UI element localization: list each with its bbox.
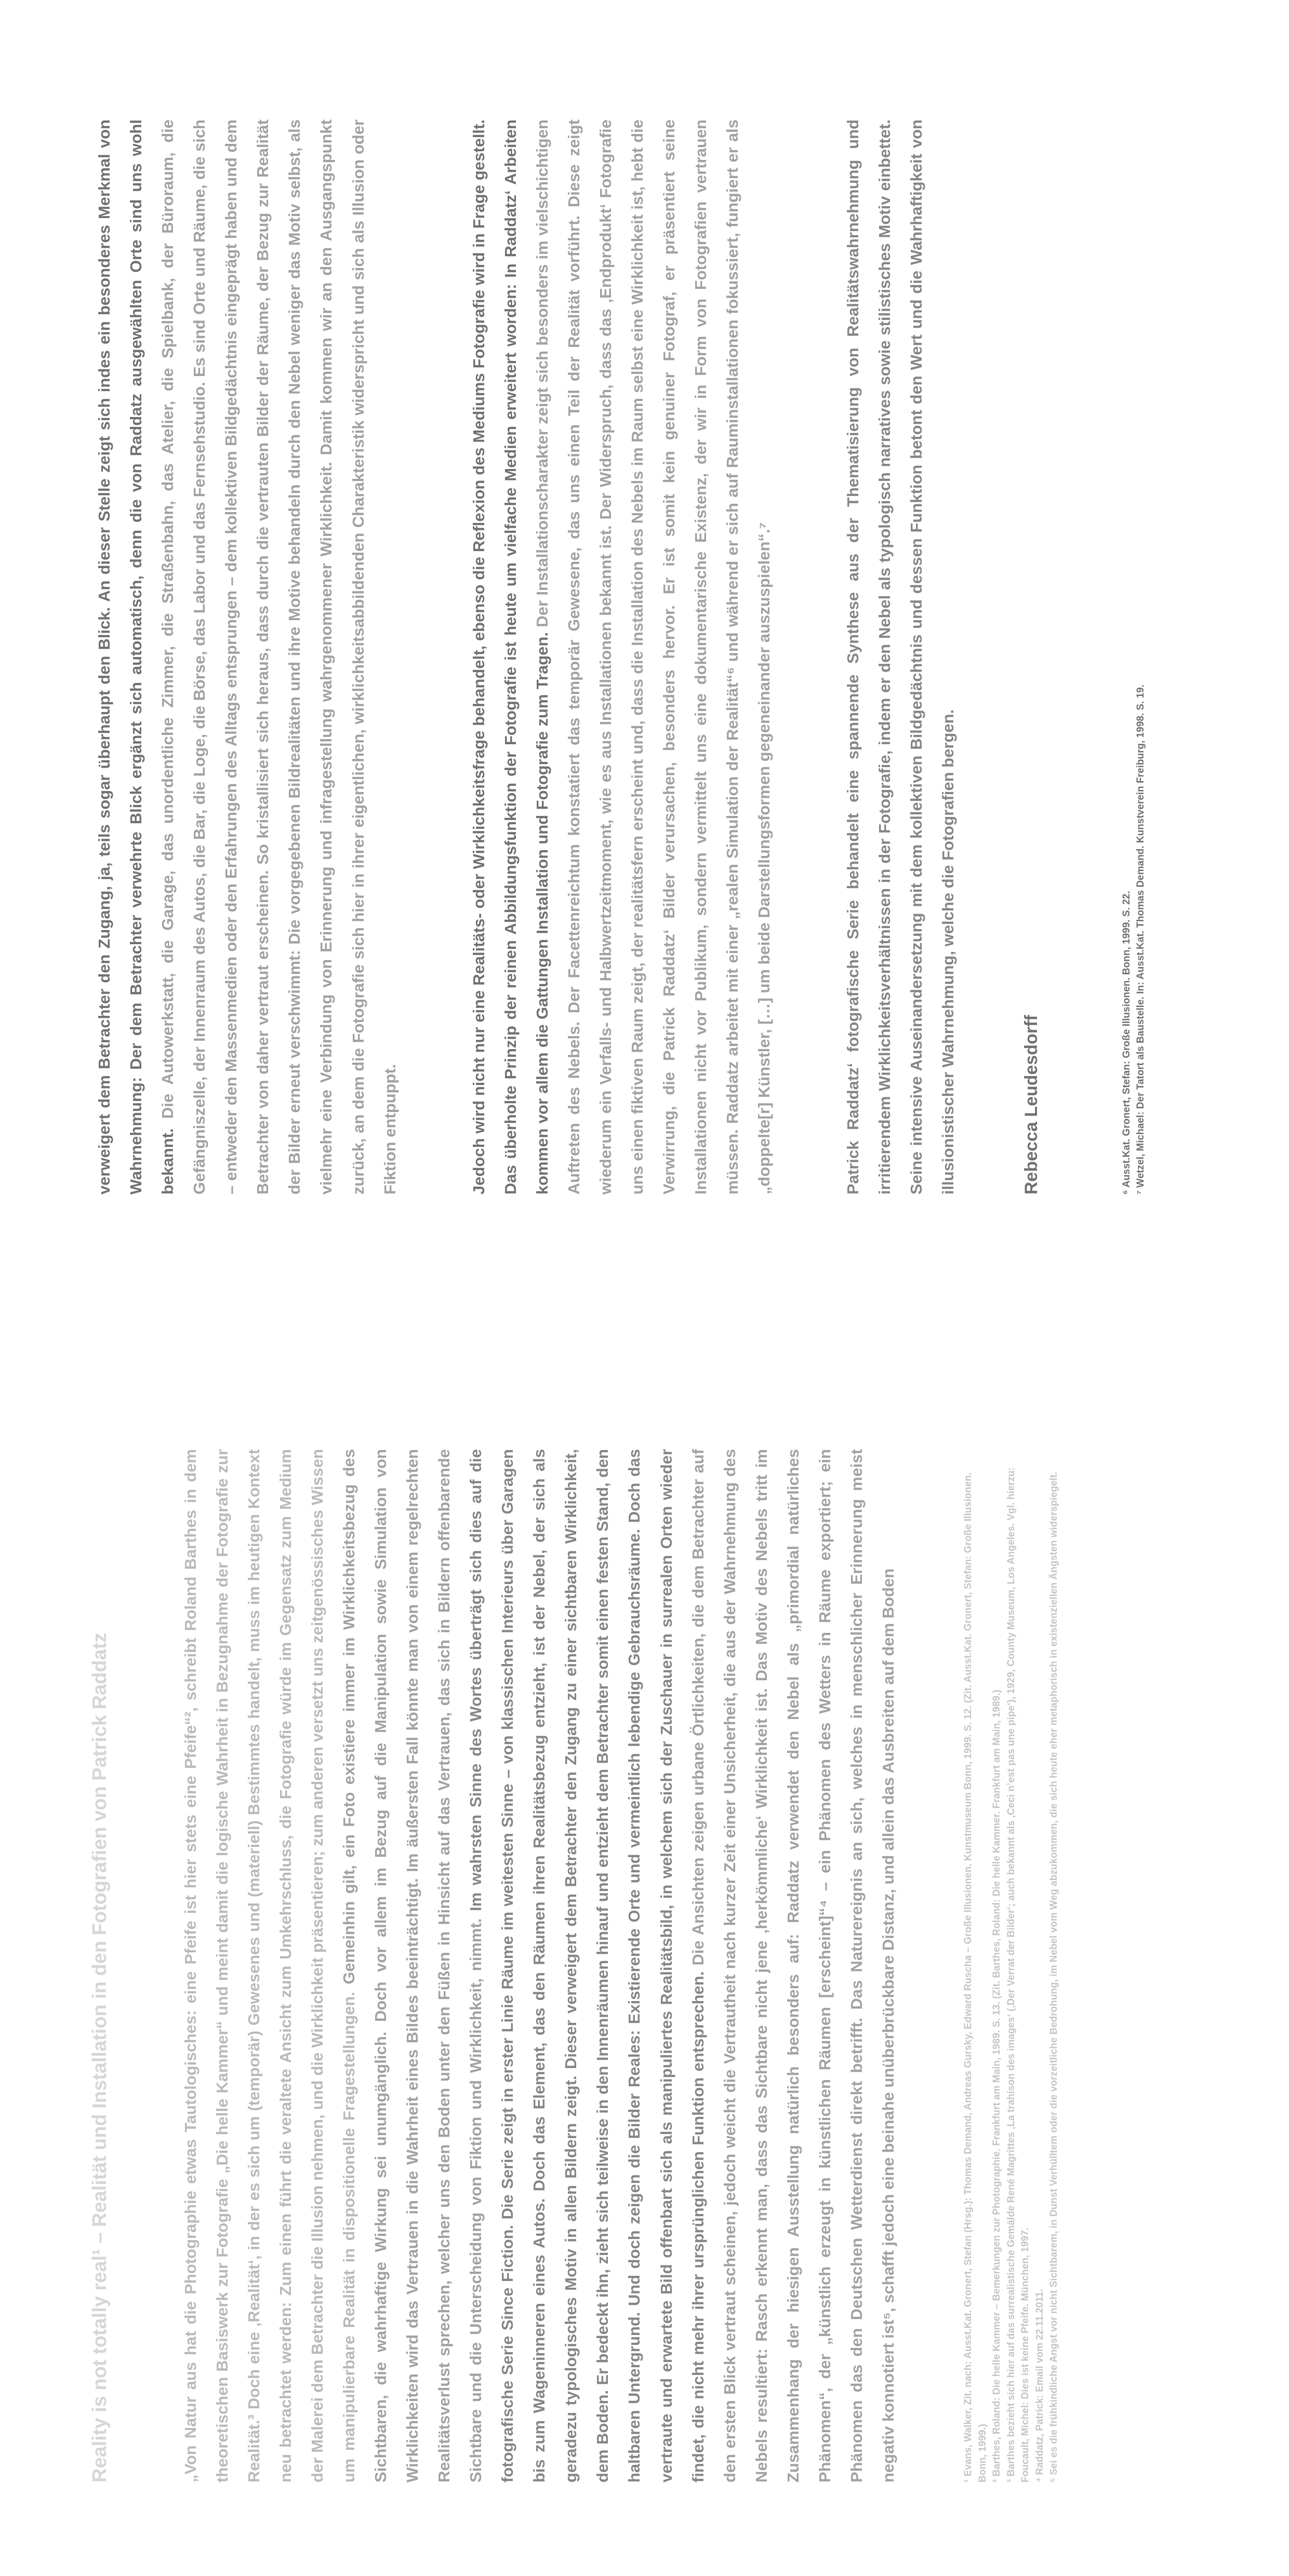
paragraph-segment: Die Autowerkstatt, die Garage, das unordentliche Zimmer, die Straßenbahn, das Atelier, die Spielbank, der Büroraum, die Gefängniszelle, der Innenraum des Autos, die Bar, die Loge, die Börse, das Labor und das Fernsehstudio. Es sind Orte und Räume, die sich – entweder den Massenmedien oder den Erfahrungen des Alltags entsprungen – dem kollektiven Bildgedächtnis eingeprägt haben und dem Betrachter von daher vertraut erscheinen. So kristallisiert sich heraus, dass durch die vertrauten Bilder der Räume, der Bezug zur Realität der Bilder erneut verschwimmt: Die vorgegebenen Bildrealitäten und ihre Motive behandeln durch den Nebel weniger das Motiv selbst, als vielmehr eine Verbindung von Erinnerung und infragestellung wahrgenommener Wirklichkeit. Damit kommen wir an den Ausgangspunkt zurück, an dem die Fotografie sich hier in ihrer eigentlichen, wirklichkeitsabbildenden Charakteristik widerspricht und sich als Illusion oder Fiktion entpuppt.	[158, 119, 399, 1195]
author-name: Rebecca Leudesdorff	[1021, 1015, 1041, 1195]
paragraph-segment: verweigert dem Betrachter den Zugang, ja, teils sogar überhaupt den Blick. An dieser Stelle zeigt sich indes ein besonderes Merkmal von Wahrnehmung: Der dem Betrachter verwehrte Blick ergänzt sich automatisch, denn die von Raddatz ausgewählten Orte sind uns wohl bekannt.	[95, 119, 177, 1195]
right-footnotes	[1120, 119, 1148, 1195]
footnote: ⁶ Ausst.Kat. Gronert, Stefan: Große Illusionen. Bonn, 1999. S. 22.	[1121, 891, 1132, 1195]
footnote: ⁷ Wetzel, Michael: Der Tatort als Baustelle. In: Ausst.Kat. Thomas Demand. Kunstverein Freiburg, 1998. S. 19.	[1135, 684, 1147, 1195]
paragraph-segment: Im wahrsten Sinne des Wortes überträgt sich dies auf die fotografische Serie Since Fiction. Die Serie zeigt in erster Linie Räume im weitesten Sinne – von klassischen Interieurs über Garagen bis zum Wageninneren eines Autos. Doch das Element, das den Räumen ihren Realitätsbezug entzieht, ist der Nebel, der sich als geradezu typologisches Motiv in allen Bildern zeigt. Dieser verweigert dem Betrachter den Zugang zu einer sichtbaren Wirklichkeit, dem Boden. Er bedeckt ihn, zieht sich teilweise in den Innenräumen hinauf und entzieht dem Betrachter somit einen festen Stand, den haltbaren Untergrund. Und doch zeigen die Bilder Reales: Existierende Orte und vermeintlich lebendige Gebrauchsräume. Doch das vertraute und erwartete Bild offenbart sich als manipuliertes Realitätsbild, in welchem sich der Zuschauer in surrealen Orten wieder findet, die nicht mehr ihrer ursprünglichen Funktion entsprechen.	[467, 1449, 707, 2483]
paragraph-segment: „Von Natur aus hat die Photographie etwas Tautologisches: eine Pfeife ist hier stets eine Pfeife“², schreibt Roland Barthes in dem theoretischen Basiswerk zur Fotografie „Die helle Kammer“ und meint damit die logische Wahrheit in Bezugnahme der Fotografie zur Realität.³ Doch eine ‚Realität‘, in der es sich um (temporär) Gewesenes und (materiell) Bestimmtes handelt, muss im heutigen Kontext neu betrachtet werden: Zum einen führt die veraltete Ansicht zum Umkehrschluss, die Fotografie würde im Gegensatz zum Medium der Malerei dem Betrachter die Illusion nehmen, und die Wirklichkeit präsentieren; zum anderen versetzt uns zeitgenössisches Wissen um manipulierbare Realität in dispositionelle Fragestellungen.	[181, 1449, 358, 2483]
right-column	[88, 119, 1148, 1195]
footnote: ¹ Evans, Walker, Zit. nach: Ausst.Kat. Gronert, Stefan (Hrsg.): Thomas Demand, Andreas Gursky, Edward Ruscha – Große Illusionen. Kunstmuseum Bonn, 1999. S. 12. (Zit. Ausst.Kat. Gronert, Stefan: Große Illusionen. Bonn, 1999.)	[963, 1472, 988, 2483]
footnote: ⁴ Raddatz, Patrick: Email vom 22.11.2011.	[1034, 2289, 1045, 2483]
left-paragraph	[175, 1449, 904, 2483]
footnote: ² Barthes, Roland: Die helle Kammer – Bemerkungen zur Photographie. Frankfurt am Main, 1989. S. 13. (Zit. Barthes, Roland: Die helle Kammer. Frankfurt am Main, 1989.)	[991, 1689, 1003, 2483]
paragraph-segment: Gemeinhin gilt, ein Foto existiere immer im Wirklichkeitsbezug des Sichtbaren, die wahrhaftige Wirkung sei unumgänglich. Doch vor allem im Bezug auf die Manipulation sowie Simulation von Wirklichkeiten wird das Vertrauen in die Wahrheit eines Bildes beeinträchtigt. Im äußersten Fall könnte man von einem regelrechten Realitätsverlust sprechen, welcher uns den Boden unter den Füßen in Hinsicht auf das Vertrauen, das sich in Bildern offenbarende Sichtbare und die Unterscheidung von Fiktion und Wirklichkeit, nimmt.	[339, 1449, 485, 2483]
paragraph-segment: Jedoch wird nicht nur eine Realitäts- oder Wirklichkeitsfrage behandelt, ebenso die Reflexion des Mediums Fotografie wird in Frage gestellt. Das überholte Prinzip der reinen Abbildungsfunktion der Fotografie ist heute um vielfache Medien erweitert worden: In Raddatz‘ Arbeiten kommen vor allem die Gattungen Installation und Fotografie zum Tragen.	[469, 119, 551, 1195]
paragraph-segment: Patrick Raddatz‘ fotografische Serie behandelt eine spannende Synthese aus der Thematisierung von Realitätswahrnehmung und irritierendem Wirklichkeitsverhältnissen in der Fotografie, indem er den Nebel als typologisch narratives sowie stilistisches Motiv einbettet. Seine intensive Auseinandersetzung mit dem kollektiven Bildgedächtnis und dessen Funktion betont den Wert und die Wahrhaftigkeit von illusionistischer Wahrnehmung, welche die Fotografien bergen.	[844, 119, 958, 1195]
right-paragraph-2	[463, 119, 780, 1195]
left-column	[88, 1449, 1061, 2483]
article-heading: Reality is not totally real¹ – Realität und Installation in den Fotografien von Patrick Raddatz	[89, 1632, 111, 2483]
left-footnotes	[961, 1449, 1061, 2483]
right-paragraph-3	[837, 119, 964, 1195]
right-paragraph-1	[88, 119, 406, 1195]
footnote: ⁵ Sei es die frühkindliche Angst vor nicht Sichtbarem, in Dunst Verhülltem oder die vorzeitliche Bedrohung, im Nebel vom Weg abzukommen, die sich heute eher metaphorisch in existenziellen Ängsten widerspiegelt.	[1048, 1471, 1060, 2483]
paragraph-segment: Die Ansichten zeigen urbane Örtlichkeiten, die dem Betrachter auf den ersten Blick vertraut scheinen, jedoch weicht die Vertrautheit nach kurzer Zeit einer Unsicherheit, die aus der Wahrnehmung des Nebels resultiert: Rasch erkennt man, dass das Sichtbare nicht jene ‚herkömmliche‘ Wirklichkeit ist. Das Motiv des Nebels tritt im Zusammenhang der hiesigen Ausstellung natürlich besonders auf: Raddatz verwendet den Nebel als „primordial natürliches Phänomen“, der „künstlich erzeugt in künstlichen Räumen [erscheint]“⁴ – ein Phänomen des Wetters in Räume exportiert; ein Phänomen das den Deutschen Wetterdienst direkt betrifft. Das Naturereignis an sich, welches in menschlicher Erinnerung meist negativ konnotiert ist⁵, schafft jedoch eine beinahe unüberbrückbare Distanz, und allein das Ausbreiten auf dem Boden	[688, 1449, 897, 2483]
paragraph-segment: Der Installationscharakter zeigt sich besonders im vielschichtigen Auftreten des Nebels. Der Facettenreichtum konstatiert das temporär Gewesene, das uns einen Teil der Realität vorführt. Diese zeigt wiederum ein Verfalls- und Halbwertzeitmoment, wie es aus Installationen bekannt ist. Der Widerspruch, dass das ‚Endprodukt‘ Fotografie uns einen fiktiven Raum zeigt, der realitätsfern erscheint und, dass die Installation des Nebels im Raum selbst eine Wirklichkeit ist, hebt die Verwirrung, die Patrick Raddatz‘ Bilder verursachen, besonders hervor. Er ist somit kein genuiner Fotograf, er präsentiert seine Installationen nicht vor Publikum, sondern vermittelt uns eine dokumentarische Existenz, der wir in Form von Fotografien vertrauen müssen. Raddatz arbeitet mit einer „realen Simulation der Realität“⁶ und während er sich auf Rauminstallationen fokussiert, fungiert er als „doppelte[r] Künstler, […] um beide Darstellungsformen gegeneinander auszuspielen“.⁷	[533, 119, 774, 1195]
footnote: ³ Barthes bezieht sich hier auf das surrealistische Gemälde René Magrittes ‚La trahison des images‘ (‚Der Verrat der Bilder‘; auch bekannt als ‚Ceci n’est pas une pipe‘), 1929, County Museum, Los Angeles. Vgl. hierzu: Foucault, Michel: Dies ist keine Pfeife. München, 1997.	[1005, 1467, 1031, 2483]
